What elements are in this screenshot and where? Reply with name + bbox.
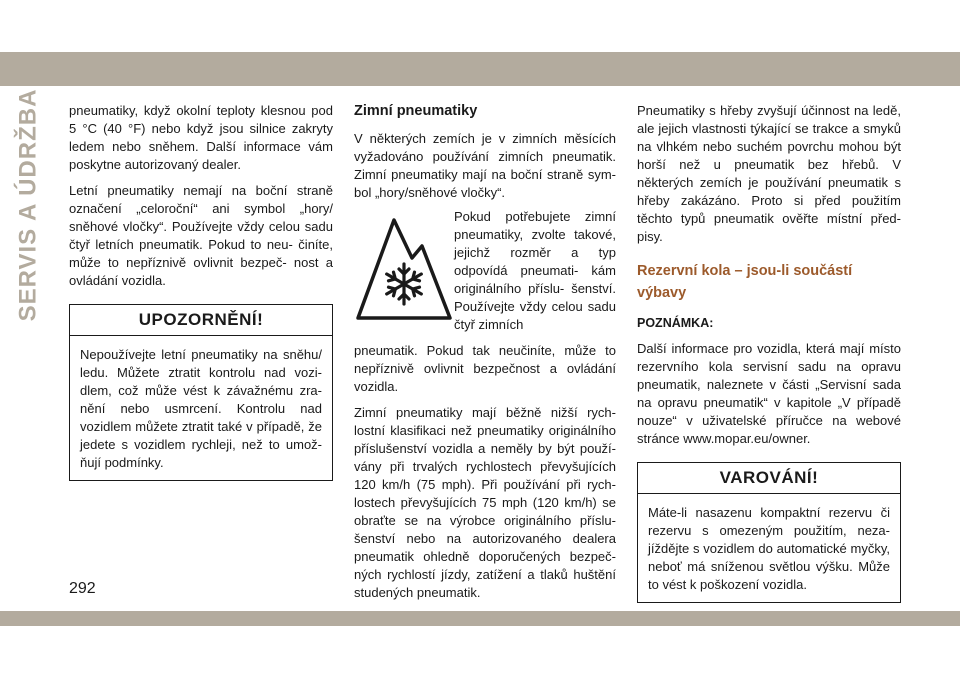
paragraph: pneumatiky, když okolní teploty klesnou pod 5 °C (40 °F) nebo když jsou silnice zakryty ledem nebo sněhem. Další informace vám poskytne autorizovaný dealer. [69,103,333,172]
warning-text: Nepoužívejte letní pneumatiky na sněhu/ ledu. Můžete ztratit kontrolu nad vozi- dlem, což může vést k závažnému zra- nění nebo usmrcení. Kontrolu nad vozidlem můžete ztratit také v případě, že jedete s vozidlem rychleji, než to umož- ňují podmínky. [80,347,322,470]
footer-band [0,611,960,626]
header-band [0,52,960,86]
paragraph: V některých zemích je v zimních měsících vyžadováno používání zimních pneumatik. Zimní pneumatiky mají na boční straně sym- bol „hory/sněhové vločky“. [354,131,616,200]
warning-box [69,304,333,481]
section-side-tab [8,88,48,322]
paragraph: pneumatik. Pokud tak neučiníte, může to nepříznivě ovlivnit bezpečnost a ovládání vozidla. [354,343,616,394]
paragraph: Pokud potřebujete zimní pneumatiky, zvolte takové, jejichž rozměr a typ odpovídá pneumati- kám originálního příslu- šenství. Používejte vždy celou sadu čtyř zimních [454,209,616,332]
warning-title: VAROVÁNÍ! [638,463,900,494]
section-heading: Rezervní kola – jsou-li součástí výbavy [637,263,853,301]
column-right [637,102,901,603]
paragraph: Zimní pneumatiky mají běžně nižší rych- lostní klasifikaci než pneumatiky originálního příslušenství vozidla a neměly by být použí- vány při trvalých rychlostech převyšujících 120 km/h (75 mph). Při používání při rych- lostech převyšujících 75 mph (120 km/h) se obraťte se na výrobce originálního příslu- šenství nebo na autorizovaného dealera pneumatik ohledně doporučených bezpeč- ných rychlostí jízdy, zatížení a tlaků huštění studených pneumatik. [354,405,616,600]
paragraph: Pneumatiky s hřeby zvyšují účinnost na ledě, ale jejich vlastnosti týkající se trakce a smyků na vlhkém nebo suchém povrchu mohou být horší než u pneumatik bez hřebů. V některých zemích je používání pneumatik s hřeby zakázáno. Proto si před použitím těchto typů pneumatik ověřte místní před- pisy. [637,103,901,244]
column-middle [354,102,616,610]
mountain-snowflake-icon [354,212,454,322]
section-heading: Zimní pneumatiky [354,103,478,119]
paragraph: Letní pneumatiky nemají na boční straně označení „celoroční“ ani symbol „hory/ sněhové vločky“. Používejte vždy celou sadu čtyř letních pneumatik. Pokud to neu- činíte, může to nepříznivě ovlivnit bezpeč- nost a ovládání vozidla. [69,183,333,288]
warning-title: UPOZORNĚNÍ! [70,305,332,336]
column-left [69,102,333,481]
note-text: Další informace pro vozidla, která mají místo rezervního kola servisní sadu na opravu pneumatik, naleznete v části „Servisní sada na opravu pneumatik“ v kapitole „V případě nouze“ v uživatelské příručce na webové stránce www.mopar.eu/owner. [637,341,901,446]
warning-text: Máte-li nasazenu kompaktní rezervu či rezervu s omezeným použitím, neza- jíždějte s vozidlem do automatické myčky, neboť má sníženou světlou výšku. Může to vést k poškození vozidla. [648,505,890,592]
icon-paragraph [354,208,616,342]
section-title: SERVIS A ÚDRŽBA [14,88,41,322]
page-number: 292 [69,580,96,597]
warning-box [637,462,901,603]
note-label: POZNÁMKA: [637,316,714,330]
